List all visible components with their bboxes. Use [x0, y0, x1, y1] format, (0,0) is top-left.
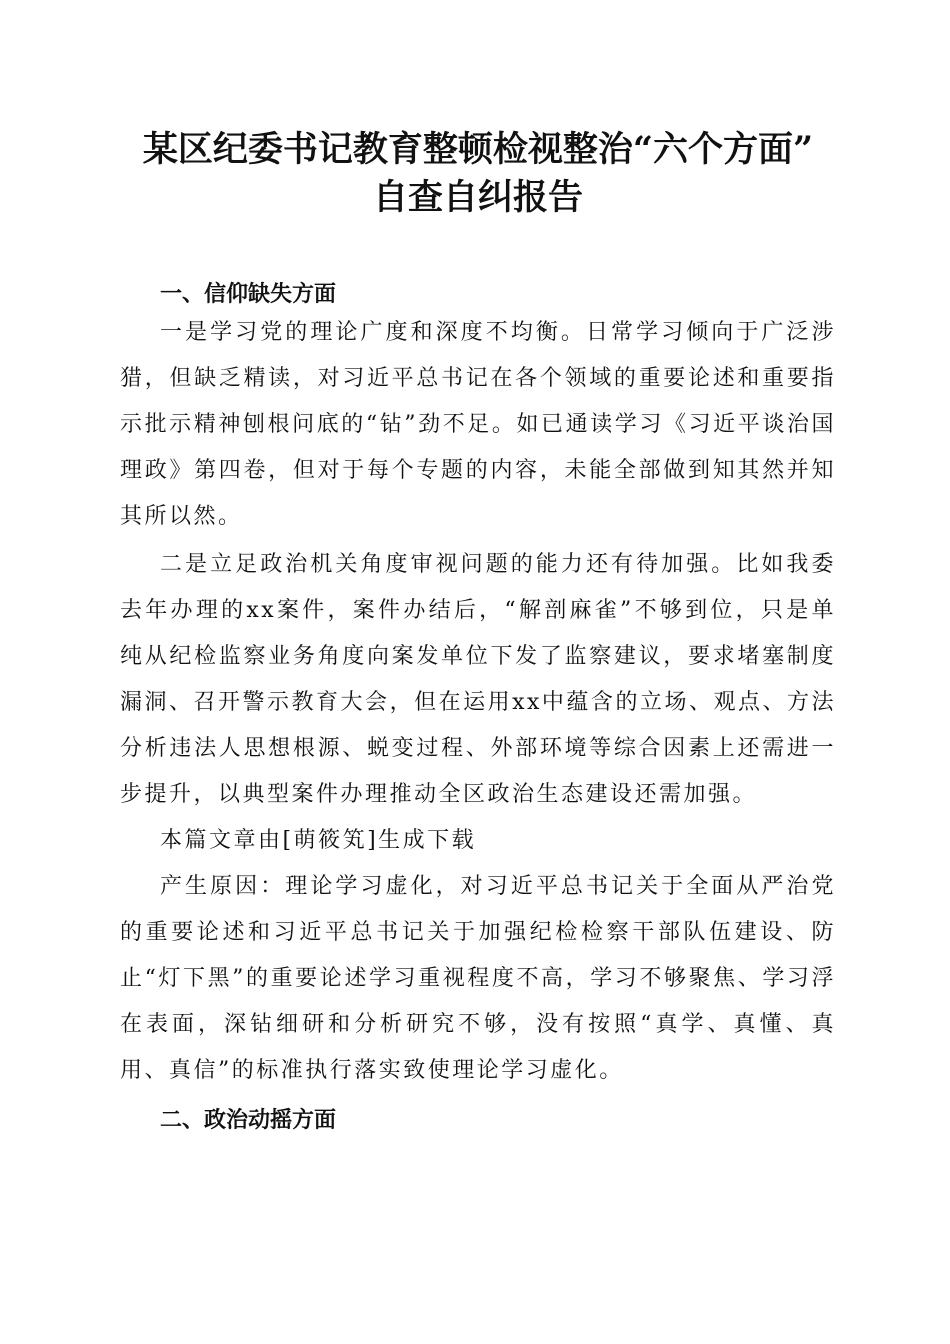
document-title	[120, 126, 836, 222]
section-heading-2: 二、政治动摇方面	[160, 1108, 337, 1133]
paragraph-1: 一是学习党的理论广度和深度不均衡。日常学习倾向于广泛涉猎，但缺乏精读，对习近平总书记在各个领域的重要论述和重要指示批示精神刨根问底的“钻”劲不足。如已通读学习《习近平谈治国理政》第四卷，但对于每个专题的内容，未能全部做到知其然并知其所以然。	[120, 320, 836, 529]
title-line-1: 某区纪委书记教育整顿检视整治“六个方面”	[142, 129, 814, 170]
document-page	[120, 126, 836, 1136]
paragraph-2: 二是立足政治机关角度审视问题的能力还有待加强。比如我委去年办理的xx案件，案件办结后，“解剖麻雀”不够到位，只是单纯从纪检监察业务角度向案发单位下发了监察建议，要求堵塞制度漏洞、召开警示教育大会，但在运用xx中蕴含的立场、观点、方法分析违法人思想根源、蜕变过程、外部环境等综合因素上还需进一步提升，以典型案件办理推动全区政治生态建设还需加强。	[120, 552, 836, 807]
paragraph-4-cause: 产生原因：理论学习虚化，对习近平总书记关于全面从严治党的重要论述和习近平总书记关于加强纪检检察干部队伍建设、防止“灯下黑”的重要论述学习重视程度不高，学习不够聚焦、学习浮在表面，深钻细研和分析研究不够，没有按照“真学、真懂、真用、真信”的标准执行落实致使理论学习虚化。	[120, 874, 836, 1083]
paragraph-3-notice: 本篇文章由[萌筱笂]生成下载	[160, 828, 477, 853]
section-heading-1: 一、信仰缺失方面	[160, 282, 337, 307]
title-line-2: 自查自纠报告	[372, 177, 583, 218]
